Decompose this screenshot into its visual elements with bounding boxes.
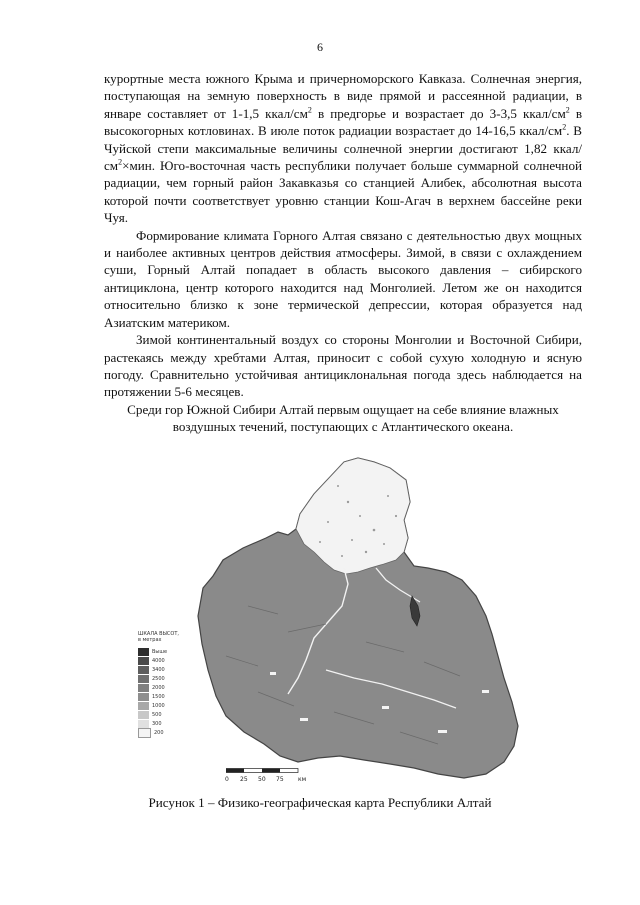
legend-swatch <box>138 720 149 728</box>
body-text <box>104 70 582 436</box>
legend-swatch <box>138 711 149 719</box>
legend-item: 2500 <box>138 674 182 683</box>
legend-swatch <box>138 684 149 692</box>
legend-item: 500 <box>138 710 182 719</box>
scale-bar-graphic <box>226 768 306 774</box>
legend-swatch <box>138 666 149 674</box>
legend-item: 1000 <box>138 701 182 710</box>
scale-tick-label: 50 <box>258 776 266 783</box>
relief-map-figure <box>138 456 528 796</box>
scale-tick-label: 25 <box>240 776 248 783</box>
figure-caption: Рисунок 1 – Физико-географическая карта Республики Алтай <box>148 795 492 810</box>
legend-item: 300 <box>138 719 182 728</box>
paragraph-2: Формирование климата Горного Алтая связано с деятельностью двух мощных и наиболее активных центров действия атмосферы. Зимой, в связи с охлаждением суши, Горный Алтай попадает в область высокого давления – сибирского антициклона, центр которого находится над Монголией. Летом же он находится относительно близко к зоне термической депрессии, которая образуется над Азиатским материком. <box>104 227 582 330</box>
legend-swatch <box>138 648 149 656</box>
paragraph-4: Среди гор Южной Сибири Алтай первым ощущает на себе влияние влажных воздушных течений, поступающих с Атлантического океана. <box>127 401 559 435</box>
paragraph-3: Зимой континентальный воздух со стороны Монголии и Восточной Сибири, растекаясь между хребтами Алтая, приносит с собой сухую холодную и ясную погоду. Сравнительно устойчивая антициклональная погода здесь наблюдается на протяжении 5-6 месяцев. <box>104 332 582 400</box>
legend-swatch <box>138 675 149 683</box>
scale-unit-label: км <box>298 776 307 783</box>
relief-map <box>138 456 528 796</box>
elevation-legend <box>138 631 182 737</box>
legend-title: ШКАЛА ВЫСОТ, в метрах <box>138 631 179 643</box>
legend-item: 4000 <box>138 656 182 665</box>
legend-item: 1500 <box>138 692 182 701</box>
scale-tick-label: 75 <box>276 776 284 783</box>
legend-swatch <box>138 728 151 738</box>
legend-swatch <box>138 693 149 701</box>
scale-tick-label: 0 <box>225 776 229 783</box>
legend-item: 200 <box>138 728 182 737</box>
legend-swatch <box>138 702 149 710</box>
page-number: 6 <box>317 40 323 54</box>
paragraph-1: курортные места южного Крыма и причерноморского Кавказа. Солнечная энергия, поступающая на земную поверхность в виде прямой и рассеянной радиации, в январе составляет от 1-1,5 ккал/$см^2$ в предгорье и возрастает до 3-3,5 ккал/$см^2$ в высокогорных котловинах. В июле поток радиации возрастает до 14-16,5 ккал/$см^2$. В Чуйской степи максимальные величины солнечной энергии достигают 1,82 ккал/$см^2\times мин$. Юго-восточная часть республики получает больше суммарной солнечной радиации, чем горный район Закавказья со станцией Алибек, абсолютная высота которой почти соответствует уровню станции Кош-Агач в верхнем бассейне реки Чуя. <box>104 71 583 226</box>
scale-labels <box>226 776 316 784</box>
legend-swatch <box>138 657 149 665</box>
legend-item: Выше <box>138 647 182 656</box>
legend-item: 2000 <box>138 683 182 692</box>
legend-item: 3400 <box>138 665 182 674</box>
map-scale-bar <box>226 768 316 784</box>
